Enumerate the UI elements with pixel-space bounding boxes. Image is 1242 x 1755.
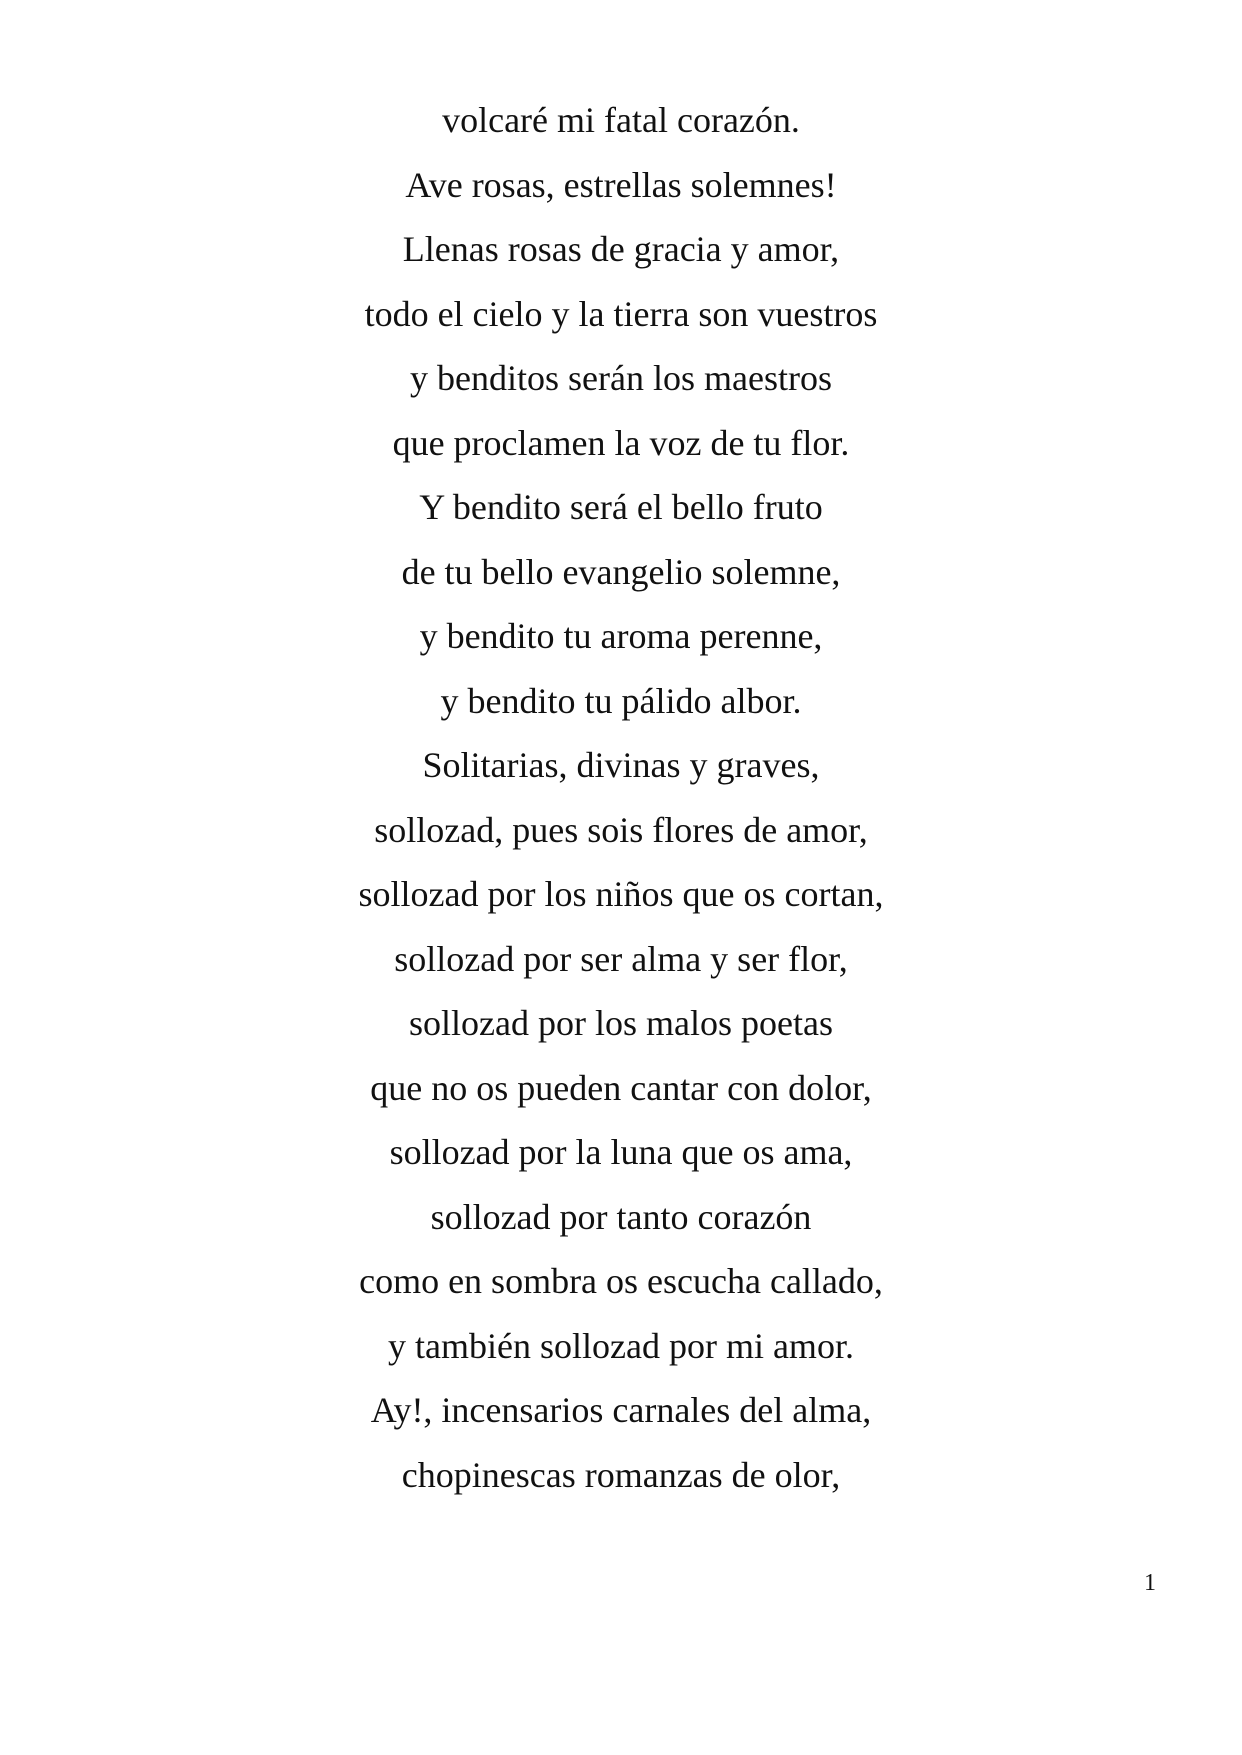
poem-line: que no os pueden cantar con dolor, <box>370 1067 872 1108</box>
poem-line: Llenas rosas de gracia y amor, <box>402 229 840 269</box>
poem-text <box>0 88 1242 1507</box>
poem-line: que proclamen la voz de tu flor. <box>392 422 850 463</box>
poem-line: Solitarias, divinas y graves, <box>422 745 820 785</box>
poem-line: y benditos serán los maestros <box>410 358 832 398</box>
poem-line: sollozad por ser alma y ser flor, <box>394 938 848 979</box>
poem-line: Ay!, incensarios carnales del alma, <box>370 1390 872 1430</box>
poem-line: sollozad por tanto corazón <box>430 1196 812 1237</box>
poem-line: todo el cielo y la tierra son vuestros <box>364 293 878 334</box>
poem-line: sollozad por la luna que os ama, <box>389 1132 853 1172</box>
poem-line: y también sollozad por mi amor. <box>388 1325 854 1366</box>
poem-line: chopinescas romanzas de olor, <box>401 1454 841 1495</box>
poem-line: sollozad, pues sois flores de amor, <box>374 809 868 850</box>
poem-line: Ave rosas, estrellas solemnes! <box>405 164 837 205</box>
page-number: 1 <box>1144 1570 1156 1596</box>
poem-line: Y bendito será el bello fruto <box>419 487 823 527</box>
poem-line: de tu bello evangelio solemne, <box>401 551 841 592</box>
poem-line: y bendito tu aroma perenne, <box>419 616 823 656</box>
poem-line: y bendito tu pálido albor. <box>440 680 802 721</box>
poem-line: sollozad por los niños que os cortan, <box>358 874 884 914</box>
poem-line: sollozad por los malos poetas <box>409 1003 833 1043</box>
poem-line: volcaré mi fatal corazón. <box>442 100 800 140</box>
poem-line: como en sombra os escucha callado, <box>359 1261 883 1301</box>
